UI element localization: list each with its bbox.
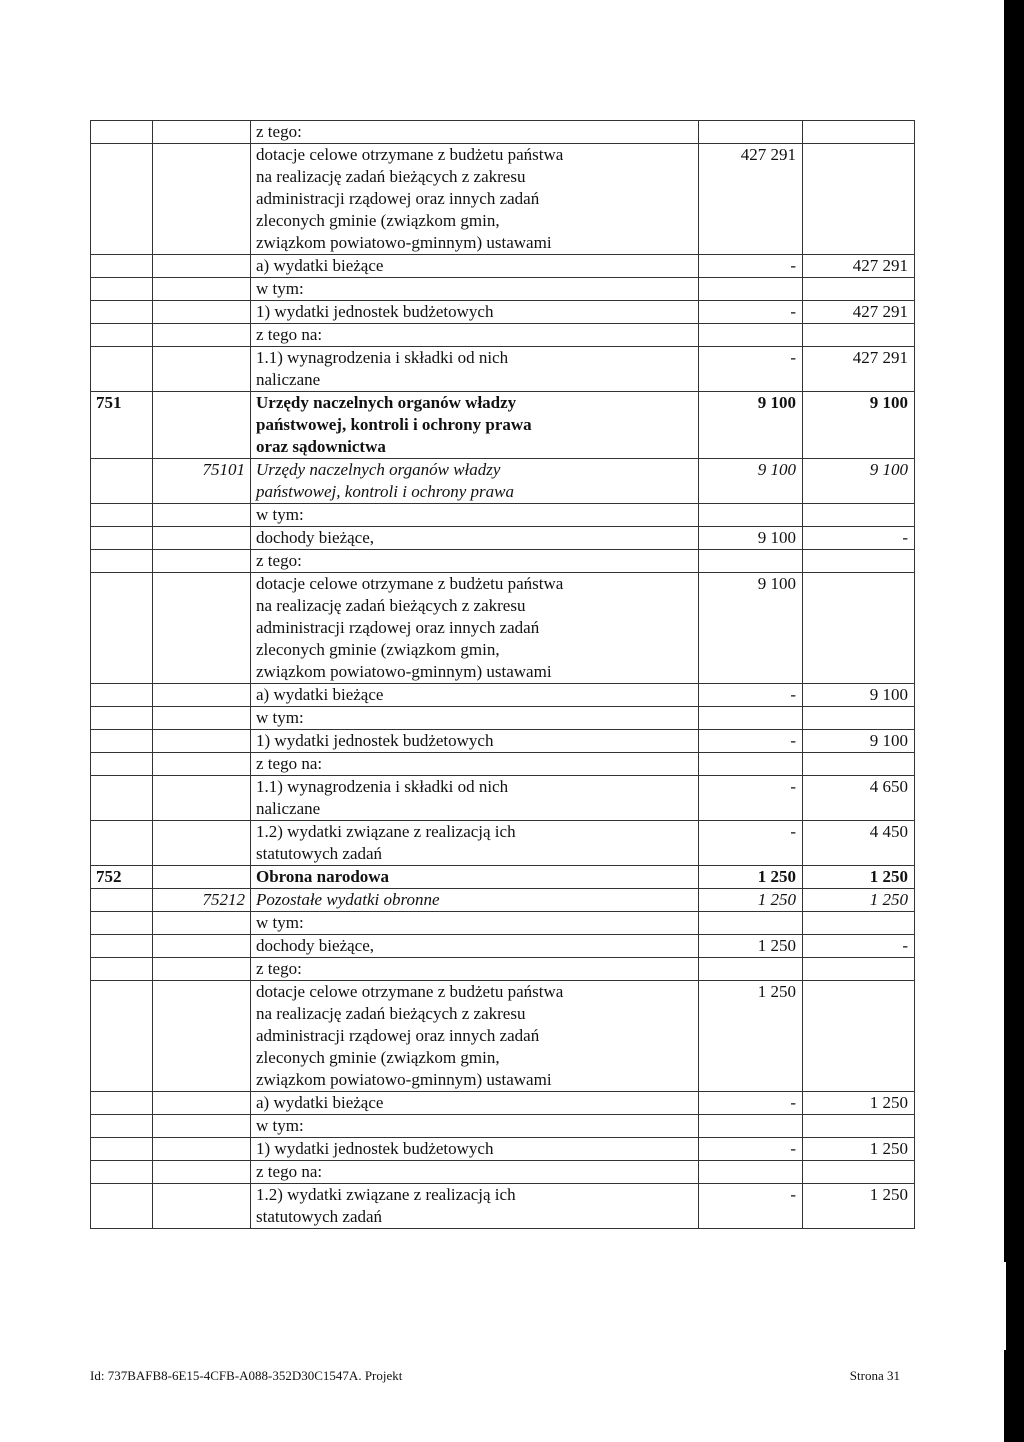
wydatki-cell-text: 1 250	[869, 1185, 908, 1204]
wydatki-cell-text: 9 100	[869, 393, 908, 412]
table-row	[91, 550, 915, 573]
dochody-cell-text: 1 250	[757, 982, 796, 1001]
rozdzial-cell	[153, 981, 251, 1092]
rozdzial-cell	[153, 912, 251, 935]
table-row	[91, 776, 915, 821]
table-row	[91, 144, 915, 255]
description-cell	[251, 255, 699, 278]
description-cell	[251, 550, 699, 573]
wydatki-cell	[803, 707, 915, 730]
rozdzial-cell	[153, 392, 251, 459]
dochody-cell	[699, 707, 803, 730]
rozdzial-cell	[153, 889, 251, 912]
rozdzial-cell	[153, 1138, 251, 1161]
wydatki-cell-text: 1 250	[869, 1139, 908, 1158]
wydatki-cell	[803, 776, 915, 821]
dochody-cell	[699, 821, 803, 866]
description-cell	[251, 866, 699, 889]
wydatki-cell	[803, 550, 915, 573]
description-cell-text: z tego na:	[256, 325, 323, 344]
table-row	[91, 504, 915, 527]
wydatki-cell	[803, 144, 915, 255]
dochody-cell	[699, 1115, 803, 1138]
wydatki-cell	[803, 301, 915, 324]
scan-edge	[1004, 0, 1024, 1442]
dzial-cell	[91, 301, 153, 324]
dzial-cell	[91, 347, 153, 392]
dzial-cell	[91, 527, 153, 550]
description-cell	[251, 301, 699, 324]
wydatki-cell	[803, 255, 915, 278]
description-cell	[251, 1161, 699, 1184]
dochody-cell	[699, 753, 803, 776]
dzial-cell	[91, 958, 153, 981]
wydatki-cell-text: 9 100	[869, 731, 908, 750]
rozdzial-cell	[153, 1092, 251, 1115]
description-cell	[251, 324, 699, 347]
table-row	[91, 866, 915, 889]
wydatki-cell	[803, 347, 915, 392]
rozdzial-cell	[153, 278, 251, 301]
dzial-cell	[91, 144, 153, 255]
wydatki-cell	[803, 324, 915, 347]
description-cell	[251, 392, 699, 459]
rozdzial-cell	[153, 753, 251, 776]
description-cell-text: z tego:	[256, 959, 302, 978]
table-row	[91, 753, 915, 776]
page-number: Strona 31	[849, 1368, 900, 1383]
wydatki-cell-text: -	[902, 528, 908, 547]
dochody-cell	[699, 730, 803, 753]
description-cell	[251, 347, 699, 392]
dzial-cell	[91, 459, 153, 504]
rozdzial-cell	[153, 573, 251, 684]
rozdzial-cell	[153, 866, 251, 889]
wydatki-cell	[803, 684, 915, 707]
description-cell-text: dotacje celowe otrzymane z budżetu państwa na realizację zadań bieżących z zakresu administracji rządowej oraz innych zadań zleconych gminie (związkom gmin, związkom powiatowo-gminnym) ustawami	[256, 145, 564, 252]
dochody-cell	[699, 1184, 803, 1229]
wydatki-cell	[803, 821, 915, 866]
wydatki-cell-text: 427 291	[852, 302, 908, 321]
rozdzial-cell	[153, 684, 251, 707]
description-cell	[251, 527, 699, 550]
description-cell-text: 1) wydatki jednostek budżetowych	[256, 1139, 494, 1158]
dochody-cell	[699, 684, 803, 707]
description-cell	[251, 459, 699, 504]
wydatki-cell	[803, 1092, 915, 1115]
rozdzial-cell	[153, 707, 251, 730]
rozdzial-cell	[153, 821, 251, 866]
wydatki-cell	[803, 958, 915, 981]
wydatki-cell-text: 427 291	[852, 348, 908, 367]
wydatki-cell-text: 427 291	[852, 256, 908, 275]
dochody-cell	[699, 504, 803, 527]
dzial-cell	[91, 889, 153, 912]
wydatki-cell-text: 4 650	[869, 777, 908, 796]
table-row	[91, 958, 915, 981]
dzial-cell	[91, 1184, 153, 1229]
table-row	[91, 1161, 915, 1184]
rozdzial-cell	[153, 958, 251, 981]
dochody-cell-text: -	[790, 256, 796, 275]
description-cell	[251, 278, 699, 301]
dzial-cell	[91, 821, 153, 866]
description-cell	[251, 753, 699, 776]
dzial-cell	[91, 707, 153, 730]
dochody-cell-text: 427 291	[740, 145, 796, 164]
table-row	[91, 1138, 915, 1161]
table-row	[91, 121, 915, 144]
wydatki-cell-text: -	[902, 936, 908, 955]
rozdzial-cell	[153, 347, 251, 392]
wydatki-cell	[803, 866, 915, 889]
wydatki-cell	[803, 1138, 915, 1161]
rozdzial-cell	[153, 1184, 251, 1229]
dochody-cell-text: -	[790, 685, 796, 704]
table-row	[91, 684, 915, 707]
dochody-cell-text: -	[790, 822, 796, 841]
description-cell	[251, 935, 699, 958]
description-cell-text: 1.1) wynagrodzenia i składki od nich naliczane	[256, 348, 509, 389]
description-cell-text: a) wydatki bieżące	[256, 685, 384, 704]
description-cell-text: Urzędy naczelnych organów władzy państwowej, kontroli i ochrony prawa	[256, 460, 514, 501]
description-cell	[251, 958, 699, 981]
dochody-cell-text: -	[790, 731, 796, 750]
wydatki-cell-text: 1 250	[869, 1093, 908, 1112]
dochody-cell-text: 9 100	[757, 460, 796, 479]
dochody-cell	[699, 121, 803, 144]
wydatki-cell	[803, 753, 915, 776]
wydatki-cell	[803, 1161, 915, 1184]
table-row	[91, 730, 915, 753]
wydatki-cell	[803, 730, 915, 753]
description-cell-text: dotacje celowe otrzymane z budżetu państwa na realizację zadań bieżących z zakresu administracji rządowej oraz innych zadań zleconych gminie (związkom gmin, związkom powiatowo-gminnym) ustawami	[256, 982, 564, 1089]
description-cell	[251, 1138, 699, 1161]
wydatki-cell-text: 9 100	[869, 460, 908, 479]
dochody-cell	[699, 255, 803, 278]
dzial-cell	[91, 278, 153, 301]
description-cell	[251, 730, 699, 753]
table-row	[91, 527, 915, 550]
description-cell-text: 1.2) wydatki związane z realizacją ich statutowych zadań	[256, 1185, 516, 1226]
dzial-cell-text: 751	[96, 393, 122, 412]
dzial-cell	[91, 866, 153, 889]
rozdzial-cell	[153, 550, 251, 573]
description-cell-text: 1) wydatki jednostek budżetowych	[256, 302, 494, 321]
dzial-cell	[91, 753, 153, 776]
dzial-cell	[91, 935, 153, 958]
description-cell-text: a) wydatki bieżące	[256, 256, 384, 275]
rozdzial-cell	[153, 504, 251, 527]
scan-edge-line	[1004, 1262, 1006, 1350]
dochody-cell	[699, 1161, 803, 1184]
dochody-cell-text: -	[790, 1185, 796, 1204]
rozdzial-cell	[153, 324, 251, 347]
wydatki-cell	[803, 912, 915, 935]
description-cell-text: w tym:	[256, 1116, 304, 1135]
description-cell	[251, 981, 699, 1092]
dochody-cell	[699, 301, 803, 324]
table-row	[91, 1115, 915, 1138]
dochody-cell	[699, 527, 803, 550]
dzial-cell-text: 752	[96, 867, 122, 886]
wydatki-cell	[803, 527, 915, 550]
dzial-cell	[91, 1138, 153, 1161]
table-row	[91, 821, 915, 866]
dochody-cell	[699, 347, 803, 392]
dochody-cell	[699, 776, 803, 821]
rozdzial-cell	[153, 459, 251, 504]
wydatki-cell	[803, 573, 915, 684]
table-row	[91, 255, 915, 278]
description-cell-text: 1) wydatki jednostek budżetowych	[256, 731, 494, 750]
table-row	[91, 707, 915, 730]
dochody-cell	[699, 278, 803, 301]
wydatki-cell	[803, 1184, 915, 1229]
description-cell-text: z tego:	[256, 551, 302, 570]
dochody-cell	[699, 144, 803, 255]
table-row	[91, 1184, 915, 1229]
wydatki-cell-text: 4 450	[869, 822, 908, 841]
dochody-cell	[699, 550, 803, 573]
description-cell	[251, 144, 699, 255]
description-cell-text: z tego:	[256, 122, 302, 141]
table-row	[91, 1092, 915, 1115]
dochody-cell-text: 1 250	[757, 867, 796, 886]
dzial-cell	[91, 121, 153, 144]
description-cell	[251, 821, 699, 866]
dochody-cell	[699, 912, 803, 935]
wydatki-cell	[803, 392, 915, 459]
dochody-cell-text: -	[790, 777, 796, 796]
dochody-cell-text: 9 100	[757, 393, 796, 412]
description-cell	[251, 121, 699, 144]
dochody-cell-text: 9 100	[757, 574, 796, 593]
description-cell	[251, 573, 699, 684]
wydatki-cell	[803, 459, 915, 504]
dochody-cell	[699, 1138, 803, 1161]
dochody-cell	[699, 958, 803, 981]
table-row	[91, 459, 915, 504]
description-cell-text: w tym:	[256, 505, 304, 524]
description-cell-text: 1.1) wynagrodzenia i składki od nich naliczane	[256, 777, 509, 818]
dochody-cell	[699, 866, 803, 889]
dochody-cell	[699, 459, 803, 504]
rozdzial-cell	[153, 527, 251, 550]
description-cell	[251, 1092, 699, 1115]
dochody-cell-text: -	[790, 1093, 796, 1112]
description-cell-text: Urzędy naczelnych organów władzy państwowej, kontroli i ochrony prawa oraz sądownictwa	[256, 393, 532, 456]
rozdzial-cell	[153, 301, 251, 324]
dzial-cell	[91, 550, 153, 573]
description-cell-text: Obrona narodowa	[256, 867, 390, 886]
dochody-cell-text: -	[790, 348, 796, 367]
document-id: Id: 737BAFB8-6E15-4CFB-A088-352D30C1547A. Projekt	[90, 1368, 403, 1383]
dzial-cell	[91, 981, 153, 1092]
table-row	[91, 935, 915, 958]
description-cell-text: dochody bieżące,	[256, 528, 374, 547]
table-row	[91, 324, 915, 347]
wydatki-cell-text: 9 100	[869, 685, 908, 704]
description-cell-text: 1.2) wydatki związane z realizacją ich statutowych zadań	[256, 822, 516, 863]
dzial-cell	[91, 912, 153, 935]
dzial-cell	[91, 504, 153, 527]
dochody-cell-text: 1 250	[757, 890, 796, 909]
dochody-cell	[699, 324, 803, 347]
dzial-cell	[91, 730, 153, 753]
description-cell	[251, 707, 699, 730]
dochody-cell	[699, 981, 803, 1092]
rozdzial-cell	[153, 730, 251, 753]
dochody-cell-text: -	[790, 302, 796, 321]
description-cell-text: dotacje celowe otrzymane z budżetu państwa na realizację zadań bieżących z zakresu administracji rządowej oraz innych zadań zleconych gminie (związkom gmin, związkom powiatowo-gminnym) ustawami	[256, 574, 564, 681]
table-row	[91, 301, 915, 324]
dzial-cell	[91, 1161, 153, 1184]
dochody-cell	[699, 935, 803, 958]
wydatki-cell	[803, 121, 915, 144]
wydatki-cell	[803, 981, 915, 1092]
description-cell-text: w tym:	[256, 913, 304, 932]
rozdzial-cell-text: 75101	[202, 460, 245, 479]
wydatki-cell	[803, 278, 915, 301]
rozdzial-cell	[153, 1115, 251, 1138]
dochody-cell	[699, 1092, 803, 1115]
table-row	[91, 912, 915, 935]
description-cell-text: w tym:	[256, 279, 304, 298]
dzial-cell	[91, 776, 153, 821]
dochody-cell-text: -	[790, 1139, 796, 1158]
dzial-cell	[91, 392, 153, 459]
dochody-cell	[699, 392, 803, 459]
rozdzial-cell	[153, 144, 251, 255]
description-cell-text: a) wydatki bieżące	[256, 1093, 384, 1112]
budget-table	[90, 120, 915, 1229]
table-row	[91, 278, 915, 301]
description-cell	[251, 912, 699, 935]
rozdzial-cell	[153, 776, 251, 821]
description-cell-text: z tego na:	[256, 754, 323, 773]
description-cell-text: w tym:	[256, 708, 304, 727]
dochody-cell	[699, 573, 803, 684]
description-cell	[251, 889, 699, 912]
dzial-cell	[91, 324, 153, 347]
dzial-cell	[91, 573, 153, 684]
dzial-cell	[91, 684, 153, 707]
wydatki-cell	[803, 1115, 915, 1138]
rozdzial-cell	[153, 1161, 251, 1184]
description-cell	[251, 1115, 699, 1138]
description-cell	[251, 776, 699, 821]
table-row	[91, 889, 915, 912]
dzial-cell	[91, 255, 153, 278]
wydatki-cell-text: 1 250	[869, 890, 908, 909]
rozdzial-cell	[153, 121, 251, 144]
wydatki-cell	[803, 504, 915, 527]
table-row	[91, 981, 915, 1092]
description-cell-text: z tego na:	[256, 1162, 323, 1181]
dzial-cell	[91, 1115, 153, 1138]
dochody-cell	[699, 889, 803, 912]
description-cell-text: Pozostałe wydatki obronne	[256, 890, 440, 909]
wydatki-cell	[803, 935, 915, 958]
table-row	[91, 347, 915, 392]
dochody-cell-text: 1 250	[757, 936, 796, 955]
description-cell-text: dochody bieżące,	[256, 936, 374, 955]
description-cell	[251, 1184, 699, 1229]
dochody-cell-text: 9 100	[757, 528, 796, 547]
description-cell	[251, 684, 699, 707]
dzial-cell	[91, 1092, 153, 1115]
budget-table-body	[91, 121, 915, 1229]
rozdzial-cell	[153, 255, 251, 278]
table-row	[91, 573, 915, 684]
rozdzial-cell	[153, 935, 251, 958]
description-cell	[251, 504, 699, 527]
rozdzial-cell-text: 75212	[202, 890, 245, 909]
wydatki-cell	[803, 889, 915, 912]
table-row	[91, 392, 915, 459]
wydatki-cell-text: 1 250	[869, 867, 908, 886]
